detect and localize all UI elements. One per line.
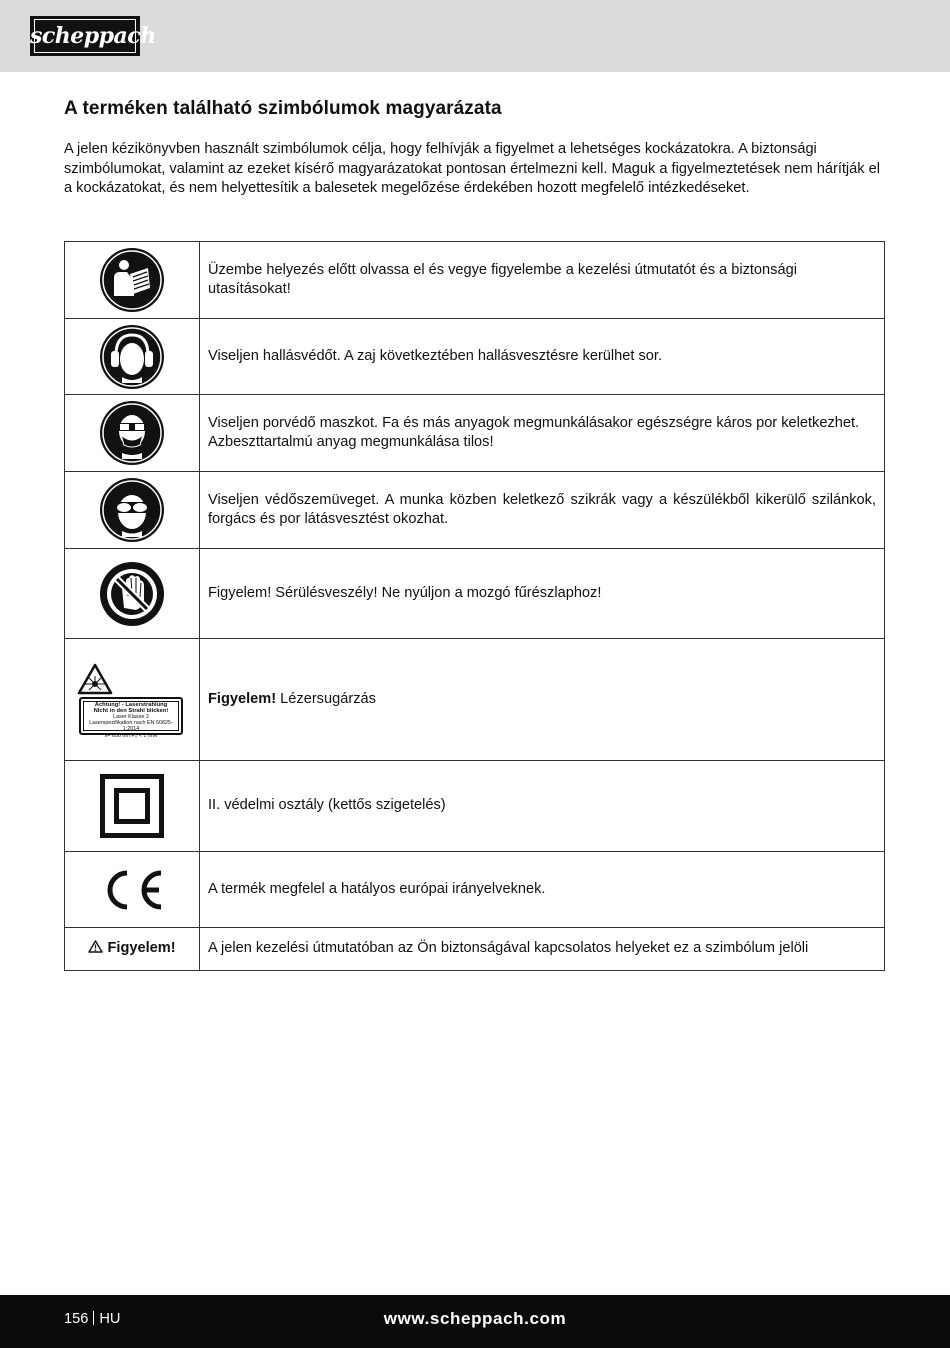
laser-warning-icon — [78, 661, 186, 739]
read-manual-icon — [100, 248, 164, 312]
text-cell: Figyelem! Sérülésveszély! Ne nyúljon a mozgó fűrészlaphoz! — [200, 549, 885, 639]
scheppach-logo: scheppach — [30, 16, 140, 56]
table-row — [65, 319, 885, 395]
warning-word: Figyelem! — [208, 690, 277, 707]
icon-cell — [65, 639, 200, 761]
icon-cell — [65, 928, 200, 971]
symbols-table — [64, 241, 885, 971]
warning-triangle-icon — [88, 940, 103, 953]
dust-mask-icon — [100, 401, 164, 465]
table-row — [65, 549, 885, 639]
icon-cell — [65, 549, 200, 639]
text-cell: Viseljen hallásvédőt. A zaj következtében hallásvesztésre kerülhet sor. — [200, 319, 885, 395]
table-row — [65, 639, 885, 761]
ear-protection-icon — [100, 325, 164, 389]
icon-cell — [65, 242, 200, 319]
laser-label-line: λ= 650 nm P₀ < 1 mW — [104, 732, 158, 739]
text-cell: A termék megfelel a hatályos európai irányelveknek. — [200, 852, 885, 928]
text-cell: Viseljen védőszemüveget. A munka közben keletkező szikrák vagy a készülékből kikerülő szilánkok, forgács és por látásvesztést okozhat. — [200, 472, 885, 549]
warning-label — [88, 940, 175, 956]
text-cell: A jelen kezelési útmutatóban az Ön biztonságával kapcsolatos helyeket ez a szimbólum jelöli — [200, 928, 885, 971]
table-row — [65, 472, 885, 549]
website-link[interactable]: www.scheppach.com — [383, 1309, 567, 1328]
laser-label-line: Laserspezifikation nach EN 60825-1:2014 — [89, 720, 173, 733]
icon-cell — [65, 472, 200, 549]
footer-bar — [0, 1295, 950, 1348]
laser-label-line: Laser Klasse 2 — [113, 713, 149, 720]
icon-cell — [65, 395, 200, 472]
ce-mark-icon — [99, 868, 165, 912]
text-cell: II. védelmi osztály (kettős szigetelés) — [200, 761, 885, 852]
icon-cell — [65, 852, 200, 928]
icon-cell — [65, 761, 200, 852]
language-code: HU — [99, 1311, 121, 1327]
warning-text: Lézersugárzás — [276, 690, 376, 707]
protection-class-ii-icon — [100, 774, 164, 838]
safety-goggles-icon — [100, 478, 164, 542]
warning-label-text: Figyelem! — [107, 940, 176, 957]
laser-label — [79, 697, 183, 739]
header-bar — [0, 0, 950, 72]
table-row — [65, 242, 885, 319]
intro-paragraph: A jelen kézikönyvben használt szimbólumok célja, hogy felhívják a figyelmet a lehetséges kockázatokra. A biztonsági szimbólumokat, valamint az ezeket kísérő magyarázatokat pontosan értelmezni kell. Maguk a figyelmeztetések nem hárítják el a kockázatokat, és nem helyettesítik a balesetek megelőzése érdekében hozott megfelelő intézkedéseket. — [64, 141, 881, 196]
table-row — [65, 928, 885, 971]
page-title: A terméken található szimbólumok magyarázata — [64, 98, 502, 119]
laser-label-line: Nicht in den Strahl blicken! — [93, 707, 169, 714]
laser-label-line: Achtung! - Laserstrahlung — [94, 701, 168, 708]
table-row — [65, 852, 885, 928]
text-cell — [200, 639, 885, 761]
no-hands-icon — [100, 562, 164, 626]
icon-cell — [65, 319, 200, 395]
table-row — [65, 395, 885, 472]
page-number-value: 156 — [64, 1311, 89, 1327]
text-cell: Üzembe helyezés előtt olvassa el és vegye figyelembe a kezelési útmutatót és a biztonsági utasításokat! — [200, 242, 885, 319]
text-cell: Viseljen porvédő maszkot. Fa és más anyagok megmunkálásakor egészségre káros por keletkezhet. Azbeszttartalmú anyag megmunkálása tilos! — [200, 395, 885, 472]
table-row — [65, 761, 885, 852]
